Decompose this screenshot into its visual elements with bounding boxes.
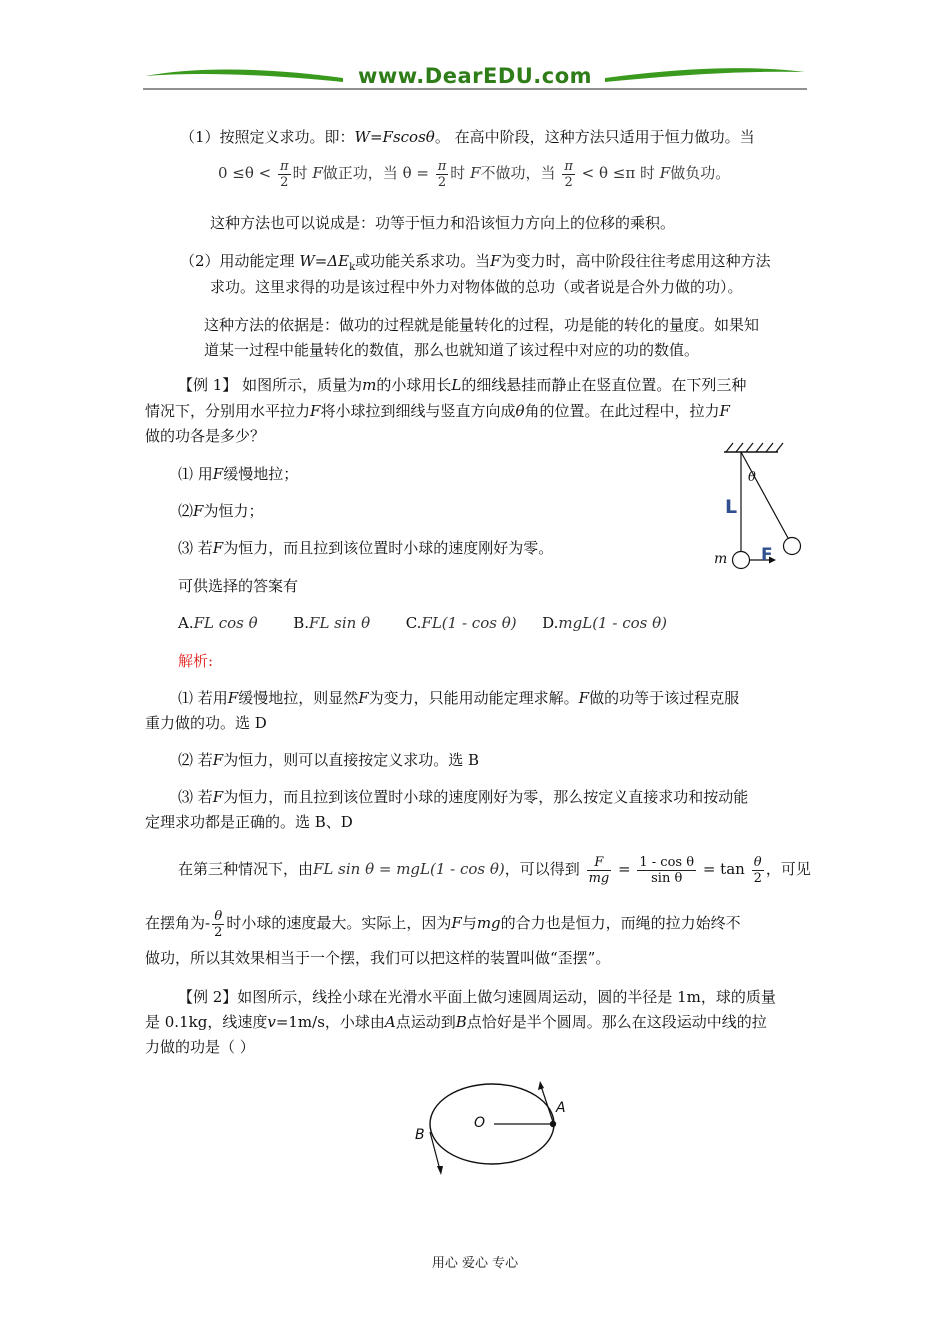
example1-q1: ⑴ 用F缓慢地拉； xyxy=(178,465,299,483)
solution-3-line2: 定理求功都是正确的。选 B、D xyxy=(145,813,353,831)
site-logo-text: www.DearEDU.com xyxy=(357,64,593,88)
method1-conditions: 0 ≤θ < $\frac{\pi}{2}$ 时 F做正功，当 θ = $\frac{\pi}{2}$ 时 F不做功，当 $\frac{\pi}{2}$ < θ ≤π 时 F做负功。 xyxy=(218,158,731,190)
solution-2: ⑵ 若F为恒力，则可以直接按定义求功。选 B xyxy=(178,751,479,769)
pendulum-theta-label: θ xyxy=(748,470,756,485)
page-footer: 用心 爱心 专心 xyxy=(431,1256,519,1271)
pendulum-m-label: m xyxy=(714,551,728,567)
circle-A-label: A xyxy=(556,1100,566,1116)
solution-3-line1: ⑶ 若F为恒力，而且拉到该位置时小球的速度刚好为零，那么按定义直接求功和按动能 xyxy=(178,788,749,806)
choices-row: A.FL cos θ B.FL sin θ C.FL(1 - cos θ) D.mgL(1 - cos θ) xyxy=(178,614,667,632)
method1-note: 这种方法也可以说成是：功等于恒力和沿该恒力方向上的位移的乘积。 xyxy=(210,214,676,232)
circular-motion-diagram xyxy=(410,1076,590,1186)
example1-q3: ⑶ 若F为恒力，而且拉到该位置时小球的速度刚好为零。 xyxy=(178,539,554,557)
swing-line1: 在摆角为- $\frac{\theta}{2}$ 时小球的速度最大。实际上，因为F与mg的合力也是恒力，而绳的拉力始终不 xyxy=(145,908,741,940)
pendulum-F-label: F xyxy=(761,545,773,565)
circle-O-label: O xyxy=(474,1115,486,1131)
method2-basis2: 道某一过程中能量转化的数值，那么也就知道了该过程中对应的功的数值。 xyxy=(204,341,700,359)
pendulum-L-label: L xyxy=(725,496,738,518)
method2-line2: 求功。这里求得的功是该过程中外力对物体做的总功（或者说是合外力做的功）。 xyxy=(210,278,743,296)
method1-line1: （1）按照定义求功。即：W=Fscosθ。 在高中阶段，这种方法只适用于恒力做功。当 xyxy=(180,128,755,146)
third-case-line: 在第三种情况下，由FL sin θ = mgL(1 - cos θ)，可以得到 $\frac{F}{mg}$ = $\frac{\text{1 - cos θ}}{\text{sin θ}}$ = tan $\frac{\theta}{2}$ ，可见 xyxy=(178,854,811,886)
choices-label: 可供选择的答案有 xyxy=(178,577,299,595)
example1-q2: ⑵F为恒力； xyxy=(178,502,264,520)
solution-1-line2: 重力做的功。选 D xyxy=(145,714,267,732)
example2-line1: 【例 2】如图所示，线拴小球在光滑水平面上做匀速圆周运动，圆的半径是 1m，球的质量 xyxy=(178,988,776,1006)
solution-1-line1: ⑴ 若用F缓慢地拉，则显然F为变力，只能用动能定理求解。F做的功等于该过程克服 xyxy=(178,689,740,707)
example1-line2: 情况下，分别用水平拉力F将小球拉到细线与竖直方向成θ角的位置。在此过程中，拉力F xyxy=(145,402,730,420)
page-header xyxy=(143,62,807,92)
solution-label: 解析: xyxy=(178,652,214,670)
swing-line2: 做功，所以其效果相当于一个摆，我们可以把这样的装置叫做“歪摆”。 xyxy=(145,949,611,967)
method2-basis1: 这种方法的依据是：做功的过程就是能量转化的过程，功是能的转化的量度。如果知 xyxy=(204,316,760,334)
circle-B-label: B xyxy=(415,1127,425,1143)
example2-line3: 力做的功是（ ） xyxy=(145,1038,255,1056)
example1-line1: 【例 1】 如图所示，质量为m的小球用长L的细线悬挂而静止在竖直位置。在下列三种 xyxy=(178,376,747,394)
method2-line1: （2）用动能定理 $W=\Delta E_k$或功能关系求功。当F为变力时，高中阶段往往考虑用这种方法 xyxy=(180,252,771,273)
example1-line3: 做的功各是多少？ xyxy=(145,427,266,445)
example2-line2: 是 0.1kg，线速度v=1m/s，小球由A点运动到B点恰好是半个圆周。那么在这段运动中线的拉 xyxy=(145,1013,767,1031)
